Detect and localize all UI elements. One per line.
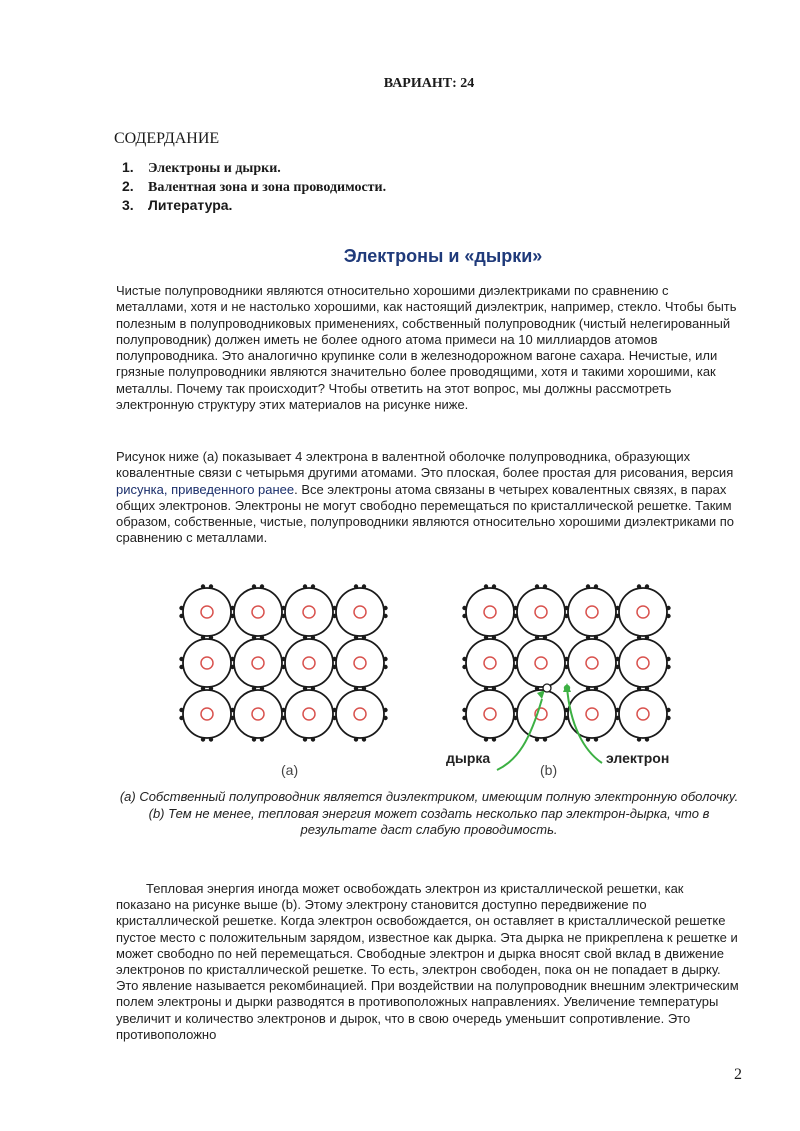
atom-nucleus <box>637 606 649 618</box>
bond-electron <box>586 737 590 741</box>
bond-electron <box>666 708 670 712</box>
atom-nucleus <box>354 606 366 618</box>
atom-shell <box>234 690 282 738</box>
bond-electron <box>281 716 285 720</box>
annotations <box>281 683 669 778</box>
bond-electron <box>383 606 387 610</box>
atom-nucleus <box>586 657 598 669</box>
bond-electron <box>354 584 358 588</box>
bond-electron <box>615 708 619 712</box>
bond-electron <box>252 737 256 741</box>
bond-electron <box>332 665 336 669</box>
bond-electron <box>564 614 568 618</box>
atom-shell <box>466 639 514 687</box>
bond-electron <box>230 708 234 712</box>
atom-nucleus <box>252 606 264 618</box>
atom-shell <box>234 588 282 636</box>
atom-nucleus <box>303 657 315 669</box>
atom-shell <box>619 690 667 738</box>
bond-electron <box>332 606 336 610</box>
bond-electron <box>586 686 590 690</box>
bond-electron <box>666 716 670 720</box>
bond-electron <box>484 584 488 588</box>
bond-electron <box>535 635 539 639</box>
bond-electron <box>362 686 366 690</box>
bond-electron <box>594 686 598 690</box>
bond-electron <box>594 584 598 588</box>
bond-electron <box>362 635 366 639</box>
bond-electron <box>615 657 619 661</box>
bond-electron <box>281 665 285 669</box>
bond-electron <box>230 614 234 618</box>
bond-electron <box>462 665 466 669</box>
bond-electron <box>637 584 641 588</box>
bond-electron <box>260 635 264 639</box>
bond-electron <box>383 716 387 720</box>
atom-shell <box>285 588 333 636</box>
bond-electron <box>179 708 183 712</box>
atom-shell <box>285 690 333 738</box>
atom-nucleus <box>252 708 264 720</box>
bond-electron <box>362 584 366 588</box>
bond-electron <box>332 657 336 661</box>
bond-electron <box>513 606 517 610</box>
bond-electron <box>303 584 307 588</box>
atom-nucleus <box>586 708 598 720</box>
atom-shell <box>619 639 667 687</box>
bond-electron <box>201 737 205 741</box>
bond-electron <box>513 614 517 618</box>
bond-electron <box>179 657 183 661</box>
bond-electron <box>230 665 234 669</box>
bond-electron <box>645 686 649 690</box>
bond-electron <box>666 657 670 661</box>
bond-electron <box>383 708 387 712</box>
bond-electron <box>637 737 641 741</box>
bond-electron <box>484 686 488 690</box>
lattice-diagram-a <box>179 584 387 741</box>
variant-heading: ВАРИАНТ: 24 <box>383 76 475 91</box>
bond-electron <box>513 716 517 720</box>
bond-electron <box>492 737 496 741</box>
bond-electron <box>586 584 590 588</box>
bond-electron <box>383 657 387 661</box>
bond-electron <box>332 708 336 712</box>
bond-electron <box>354 635 358 639</box>
bond-electron <box>230 716 234 720</box>
atom-shell <box>336 690 384 738</box>
bond-electron <box>666 606 670 610</box>
atom-shell <box>336 639 384 687</box>
bond-electron <box>179 665 183 669</box>
figure-reference-link[interactable]: рисунка, приведенного ранее <box>116 481 295 497</box>
bond-electron <box>615 614 619 618</box>
bond-electron <box>637 686 641 690</box>
bond-electron <box>311 686 315 690</box>
table-of-contents <box>122 158 386 215</box>
bond-electron <box>201 584 205 588</box>
bond-electron <box>666 665 670 669</box>
toc-item-number: 2. <box>122 178 134 194</box>
bond-electron <box>492 686 496 690</box>
bond-electron <box>281 606 285 610</box>
bond-electron <box>645 584 649 588</box>
bond-electron <box>252 584 256 588</box>
page-number: 2 <box>734 1066 742 1083</box>
bond-electron <box>594 635 598 639</box>
bond-electron <box>645 737 649 741</box>
bond-electron <box>209 737 213 741</box>
atom-shell <box>183 639 231 687</box>
atom-nucleus <box>201 657 213 669</box>
bond-electron <box>666 614 670 618</box>
bond-electron <box>462 606 466 610</box>
caption-line-a: (a) Собственный полупроводник является диэлектриком, имеющим полную электронную оболочку. <box>119 789 739 804</box>
bond-electron <box>354 737 358 741</box>
atom-nucleus <box>484 606 496 618</box>
bond-electron <box>484 737 488 741</box>
atom-shell <box>568 639 616 687</box>
atom-shell <box>619 588 667 636</box>
bond-electron <box>564 657 568 661</box>
bond-electron <box>311 635 315 639</box>
atom-shell <box>285 639 333 687</box>
electron-arrow <box>567 687 602 763</box>
bond-electron <box>303 686 307 690</box>
atom-shell <box>568 588 616 636</box>
atom-shell <box>183 690 231 738</box>
lattice-diagram-b <box>462 584 670 741</box>
bond-electron <box>564 665 568 669</box>
bond-electron <box>179 716 183 720</box>
bond-electron <box>281 657 285 661</box>
toc-item <box>122 196 386 215</box>
bond-electron <box>462 657 466 661</box>
atom-nucleus <box>535 657 547 669</box>
bond-electron <box>615 606 619 610</box>
bond-electron <box>179 614 183 618</box>
toc-item-label: Электроны и дырки. <box>148 161 281 176</box>
bond-electron <box>332 716 336 720</box>
toc-title: СОДЕРДАНИЕ <box>114 130 220 147</box>
atom-shell <box>568 690 616 738</box>
bond-electron <box>209 686 213 690</box>
bond-electron <box>260 686 264 690</box>
hole-marker <box>543 684 551 692</box>
atom-nucleus <box>201 606 213 618</box>
bond-electron <box>201 686 205 690</box>
bond-electron <box>615 716 619 720</box>
paragraph-text: Рисунок ниже (a) показывает 4 электрона в валентной оболочке полупроводника, образующих ковалентные связи с четырьмя другими атомами. Это плоская, более простая для рисования, версия <box>116 449 734 481</box>
bond-electron <box>260 584 264 588</box>
paragraph-text: . Все электроны атома связаны в четырех ковалентных связях, в парах общих электронов. Электроны не могут свободно перемещаться по кристаллической решетке. Таким образом, собственные, чистые, полупроводники являются относительно хорошими диэлектриками по сравнению с металлами. <box>116 481 734 546</box>
atom-nucleus <box>354 657 366 669</box>
bond-electron <box>543 737 547 741</box>
bond-electron <box>462 716 466 720</box>
bond-electron <box>303 737 307 741</box>
bond-electron <box>311 737 315 741</box>
bond-electron <box>281 708 285 712</box>
bond-electron <box>362 737 366 741</box>
bond-electron <box>543 584 547 588</box>
atom-nucleus <box>535 606 547 618</box>
bond-electron <box>462 708 466 712</box>
atom-nucleus <box>354 708 366 720</box>
bond-electron <box>230 606 234 610</box>
toc-item-label: Валентная зона и зона проводимости. <box>148 180 387 195</box>
bond-electron <box>462 614 466 618</box>
bond-electron <box>513 708 517 712</box>
bond-electron <box>484 635 488 639</box>
bond-electron <box>209 584 213 588</box>
atom-shell <box>517 639 565 687</box>
bond-electron <box>513 657 517 661</box>
atom-shell <box>336 588 384 636</box>
paragraph-figure-description <box>116 449 742 547</box>
figure-caption <box>116 789 742 839</box>
atom-shell <box>234 639 282 687</box>
bond-electron <box>645 635 649 639</box>
atom-shell <box>517 588 565 636</box>
bond-electron <box>209 635 213 639</box>
atom-shell <box>466 690 514 738</box>
bond-electron <box>594 737 598 741</box>
bond-electron <box>543 635 547 639</box>
free-electron-marker <box>564 685 570 691</box>
toc-item <box>122 177 386 196</box>
bond-electron <box>564 708 568 712</box>
paragraph-thermal-energy: Тепловая энергия иногда может освобождать электрон из кристаллической решетки, как показано на рисунке выше (b). Этому электрону становится доступно передвижение по кристаллической решетке. Когда электрон освобождается, он оставляет в кристаллической решетке пустое место с положительным зарядом, известное как дырка. Эта дырка не прикреплена к решетке и может свободно по ней перемещаться. Свободные электрон и дырка вносят свой вклад в движение электронов по кристаллической решетке. То есть, электрон свободен, пока он не попадает в дырку. Это явление называется рекомбинацией. При воздействии на полупроводник внешним электрическим полем электроны и дырки разводятся в противоположных направлениях. Увеличение температуры увеличит и количество электронов и дырок, что в свою очередь уменьшит сопротивление. Это противоположно <box>116 881 739 1042</box>
bond-electron <box>201 635 205 639</box>
bond-electron <box>492 635 496 639</box>
bond-electron <box>354 686 358 690</box>
electron-label: электрон <box>606 750 670 766</box>
bond-electron <box>564 716 568 720</box>
hole-label: дырка <box>446 750 491 766</box>
atom-nucleus <box>637 708 649 720</box>
bond-electron <box>535 737 539 741</box>
bond-electron <box>492 584 496 588</box>
toc-item-number: 1. <box>122 159 134 175</box>
figure-label-b: (b) <box>540 762 558 778</box>
atom-nucleus <box>252 657 264 669</box>
bond-electron <box>332 614 336 618</box>
bond-electron <box>311 584 315 588</box>
atom-nucleus <box>303 606 315 618</box>
section-title: Электроны и «дырки» <box>343 246 543 266</box>
bond-electron <box>230 657 234 661</box>
bond-electron <box>535 686 539 690</box>
atom-nucleus <box>201 708 213 720</box>
bond-electron <box>281 614 285 618</box>
bond-electron <box>383 614 387 618</box>
bond-electron <box>586 635 590 639</box>
bond-electron <box>637 635 641 639</box>
toc-item-number: 3. <box>122 197 134 213</box>
atom-nucleus <box>586 606 598 618</box>
toc-item <box>122 158 386 177</box>
bond-electron <box>513 665 517 669</box>
atom-shell <box>183 588 231 636</box>
bond-electron <box>252 686 256 690</box>
atom-nucleus <box>637 657 649 669</box>
bond-electron <box>615 665 619 669</box>
bond-electron <box>383 665 387 669</box>
crystal-lattice-figure <box>166 575 696 787</box>
toc-item-label: Литература. <box>148 197 233 213</box>
bond-electron <box>179 606 183 610</box>
atom-nucleus <box>303 708 315 720</box>
figure-label-a: (a) <box>281 762 299 778</box>
bond-electron <box>564 606 568 610</box>
atom-nucleus <box>484 657 496 669</box>
caption-line-b: (b) Тем не менее, тепловая энергия может создать несколько пар электрон-дырка, что в результате даст слабую проводимость. <box>148 805 710 837</box>
atom-nucleus <box>484 708 496 720</box>
bond-electron <box>303 635 307 639</box>
bond-electron <box>535 584 539 588</box>
bond-electron <box>252 635 256 639</box>
bond-electron <box>260 737 264 741</box>
atom-shell <box>466 588 514 636</box>
paragraph-intro: Чистые полупроводники являются относительно хорошими диэлектриками по сравнению с металлами, хотя и не настолько хорошими, как настоящий диэлектрик, например, стекло. Чтобы быть полезным в полупроводниковых применениях, собственный полупроводник (чистый нелегированный полупроводник) должен иметь не более одного атома примеси на 10 миллиардов атомов полупроводника. Это аналогично крупинке соли в железнодорожном вагоне сахара. Нечистые, или грязные полупроводники являются значительно более проводящими, хотя и такими хорошими, как металлы. Почему так происходит? Чтобы ответить на этот вопрос, мы должны рассмотреть электронную структуру этих материалов на рисунке ниже. <box>116 283 737 413</box>
